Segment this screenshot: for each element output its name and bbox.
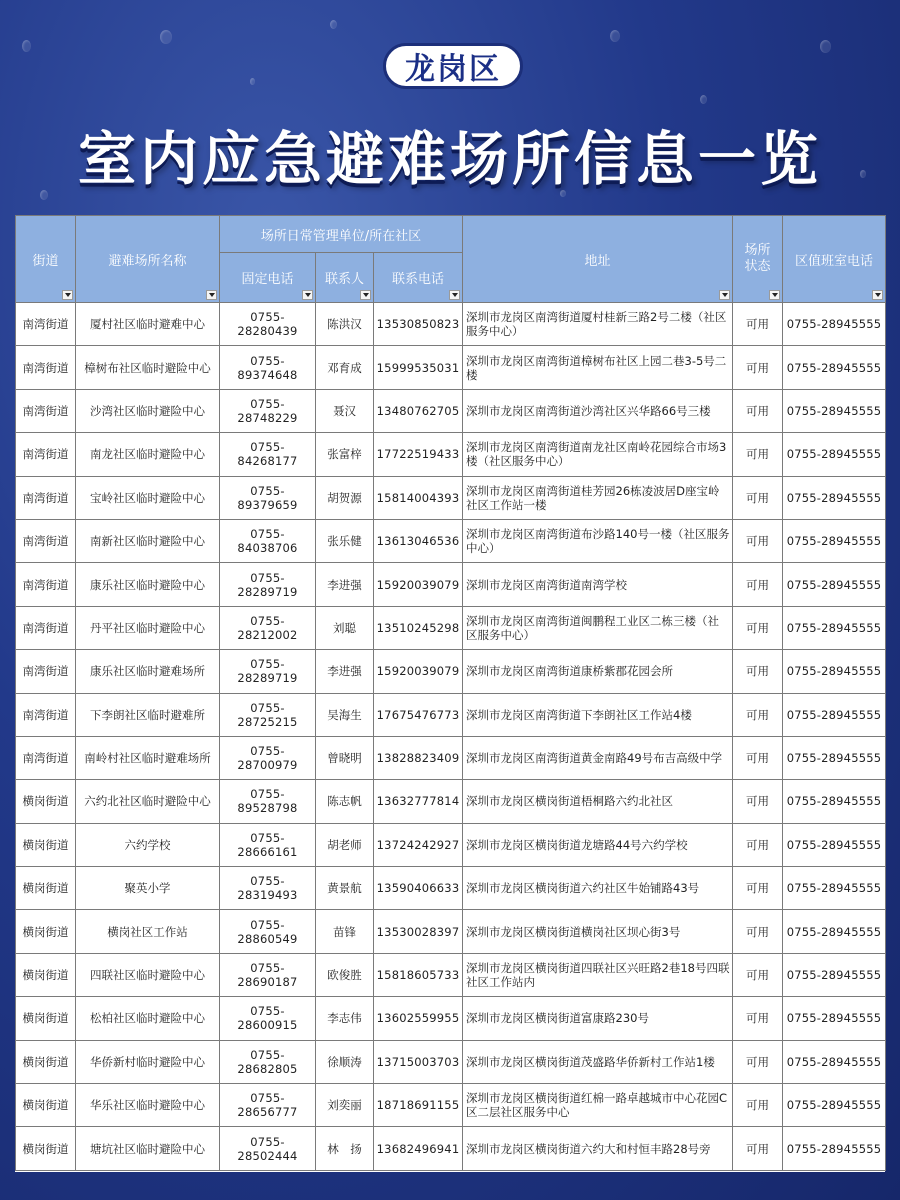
cell-address: 深圳市龙岗区横岗街道龙塘路44号六约学校 [463,823,733,866]
cell-street: 南湾街道 [16,433,76,476]
cell-contact-phone: 13715003703 [374,1040,463,1083]
cell-contact: 李进强 [316,650,374,693]
cell-shelter-name: 南新社区临时避险中心 [76,519,220,562]
cell-contact: 胡老师 [316,823,374,866]
table-row [16,823,886,866]
cell-contact: 林 扬 [316,1127,374,1170]
table-row [16,736,886,779]
cell-fixed-phone: 0755-28700979 [220,736,316,779]
cell-status: 可用 [733,693,783,736]
cell-duty-phone: 0755-28945555 [783,433,886,476]
cell-shelter-name: 宝岭社区临时避险中心 [76,476,220,519]
cell-street: 横岗街道 [16,1040,76,1083]
page-header [0,0,900,215]
cell-status: 可用 [733,563,783,606]
table-row [16,433,886,476]
table-row [16,1084,886,1127]
table-row [16,606,886,649]
cell-fixed-phone: 0755-28860549 [220,910,316,953]
cell-contact: 胡贺源 [316,476,374,519]
cell-status: 可用 [733,650,783,693]
cell-street: 南湾街道 [16,389,76,432]
cell-status: 可用 [733,997,783,1040]
cell-contact: 黄景航 [316,867,374,910]
cell-shelter-name: 樟树布社区临时避险中心 [76,346,220,389]
table-row [16,303,886,346]
cell-street: 横岗街道 [16,1084,76,1127]
table-row [16,997,886,1040]
filter-dropdown-icon[interactable] [769,290,780,300]
cell-fixed-phone: 0755-89379659 [220,476,316,519]
cell-address: 深圳市龙岗区南湾街道厦村桂新三路2号二楼（社区服务中心） [463,303,733,346]
cell-duty-phone: 0755-28945555 [783,823,886,866]
cell-address: 深圳市龙岗区南湾街道南龙社区南岭花园综合市场3楼（社区服务中心） [463,433,733,476]
cell-duty-phone: 0755-28945555 [783,1040,886,1083]
cell-duty-phone: 0755-28945555 [783,693,886,736]
header-street: 街道 [16,216,76,303]
cell-contact: 曾晓明 [316,736,374,779]
cell-duty-phone: 0755-28945555 [783,389,886,432]
cell-shelter-name: 康乐社区临时避险中心 [76,563,220,606]
cell-address: 深圳市龙岗区南湾街道康桥紫郡花园会所 [463,650,733,693]
table-row [16,476,886,519]
filter-dropdown-icon[interactable] [360,290,371,300]
cell-address: 深圳市龙岗区南湾街道桂芳园26栋凌波居D座宝岭社区工作站一楼 [463,476,733,519]
header-fixed-phone: 固定电话 [220,253,316,303]
district-badge [383,43,523,89]
cell-contact-phone: 17675476773 [374,693,463,736]
table-row [16,953,886,996]
cell-fixed-phone: 0755-84268177 [220,433,316,476]
table-row [16,1127,886,1170]
cell-street: 南湾街道 [16,346,76,389]
shelter-table [15,215,886,1171]
cell-contact: 刘聪 [316,606,374,649]
cell-contact-phone: 13724242927 [374,823,463,866]
header-duty-phone: 区值班室电话 [783,216,886,303]
cell-contact-phone: 15814004393 [374,476,463,519]
cell-shelter-name: 南龙社区临时避险中心 [76,433,220,476]
cell-address: 深圳市龙岗区南湾街道沙湾社区兴华路66号三楼 [463,389,733,432]
cell-contact: 邓育成 [316,346,374,389]
cell-address: 深圳市龙岗区南湾街道布沙路140号一楼（社区服务中心） [463,519,733,562]
cell-fixed-phone: 0755-28280439 [220,303,316,346]
cell-duty-phone: 0755-28945555 [783,650,886,693]
cell-address: 深圳市龙岗区横岗街道富康路230号 [463,997,733,1040]
cell-contact-phone: 13530028397 [374,910,463,953]
cell-address: 深圳市龙岗区横岗街道梧桐路六约北社区 [463,780,733,823]
cell-street: 横岗街道 [16,780,76,823]
cell-address: 深圳市龙岗区横岗街道红棉一路卓越城市中心花园C区二层社区服务中心 [463,1084,733,1127]
table-row [16,910,886,953]
cell-fixed-phone: 0755-28319493 [220,867,316,910]
cell-contact: 苗锋 [316,910,374,953]
header-status: 场所状态 [733,216,783,303]
cell-street: 南湾街道 [16,606,76,649]
cell-shelter-name: 四联社区临时避险中心 [76,953,220,996]
cell-fixed-phone: 0755-84038706 [220,519,316,562]
cell-duty-phone: 0755-28945555 [783,476,886,519]
cell-shelter-name: 康乐社区临时避难场所 [76,650,220,693]
cell-street: 南湾街道 [16,693,76,736]
cell-contact: 陈洪汉 [316,303,374,346]
cell-street: 南湾街道 [16,476,76,519]
header-contact: 联系人 [316,253,374,303]
cell-contact: 李进强 [316,563,374,606]
cell-duty-phone: 0755-28945555 [783,736,886,779]
cell-status: 可用 [733,910,783,953]
cell-street: 南湾街道 [16,519,76,562]
cell-fixed-phone: 0755-28666161 [220,823,316,866]
cell-contact: 欧俊胜 [316,953,374,996]
cell-contact-phone: 15920039079 [374,650,463,693]
cell-address: 深圳市龙岗区南湾街道南湾学校 [463,563,733,606]
cell-address: 深圳市龙岗区南湾街道黄金南路49号布吉高级中学 [463,736,733,779]
header-address: 地址 [463,216,733,303]
cell-address: 深圳市龙岗区横岗街道六约大和村恒丰路28号旁 [463,1127,733,1170]
shelter-table-container [15,215,885,1172]
filter-dropdown-icon[interactable] [302,290,313,300]
cell-status: 可用 [733,519,783,562]
header-management-group: 场所日常管理单位/所在社区 [220,216,463,253]
cell-duty-phone: 0755-28945555 [783,1127,886,1170]
filter-dropdown-icon[interactable] [62,290,73,300]
cell-contact-phone: 13682496941 [374,1127,463,1170]
table-row [16,867,886,910]
cell-address: 深圳市龙岗区横岗街道四联社区兴旺路2巷18号四联社区工作站内 [463,953,733,996]
cell-street: 横岗街道 [16,1127,76,1170]
cell-address: 深圳市龙岗区横岗街道茂盛路华侨新村工作站1楼 [463,1040,733,1083]
table-row [16,346,886,389]
cell-street: 南湾街道 [16,650,76,693]
cell-status: 可用 [733,780,783,823]
cell-duty-phone: 0755-28945555 [783,953,886,996]
cell-contact-phone: 18718691155 [374,1084,463,1127]
table-row [16,650,886,693]
table-row [16,693,886,736]
cell-contact-phone: 13828823409 [374,736,463,779]
cell-fixed-phone: 0755-28212002 [220,606,316,649]
cell-street: 南湾街道 [16,736,76,779]
cell-status: 可用 [733,433,783,476]
cell-contact-phone: 15920039079 [374,563,463,606]
cell-street: 横岗街道 [16,867,76,910]
table-row [16,389,886,432]
cell-contact: 张乐健 [316,519,374,562]
cell-street: 南湾街道 [16,303,76,346]
cell-shelter-name: 南岭村社区临时避难场所 [76,736,220,779]
table-row [16,563,886,606]
cell-contact: 陈志帆 [316,780,374,823]
cell-status: 可用 [733,1084,783,1127]
cell-contact-phone: 13590406633 [374,867,463,910]
cell-contact: 聂汉 [316,389,374,432]
cell-fixed-phone: 0755-28289719 [220,563,316,606]
cell-contact: 吴海生 [316,693,374,736]
cell-shelter-name: 厦村社区临时避难中心 [76,303,220,346]
cell-status: 可用 [733,1127,783,1170]
cell-contact-phone: 17722519433 [374,433,463,476]
cell-duty-phone: 0755-28945555 [783,303,886,346]
cell-duty-phone: 0755-28945555 [783,1084,886,1127]
cell-contact-phone: 15818605733 [374,953,463,996]
cell-status: 可用 [733,736,783,779]
cell-status: 可用 [733,303,783,346]
cell-contact: 李志伟 [316,997,374,1040]
cell-shelter-name: 下李朗社区临时避难所 [76,693,220,736]
cell-duty-phone: 0755-28945555 [783,563,886,606]
cell-fixed-phone: 0755-28502444 [220,1127,316,1170]
cell-status: 可用 [733,476,783,519]
page-title: 室内应急避难场所信息一览 [77,125,822,193]
cell-shelter-name: 华乐社区临时避险中心 [76,1084,220,1127]
cell-duty-phone: 0755-28945555 [783,780,886,823]
cell-street: 横岗街道 [16,953,76,996]
cell-contact: 张富梓 [316,433,374,476]
cell-shelter-name: 横岗社区工作站 [76,910,220,953]
cell-fixed-phone: 0755-28748229 [220,389,316,432]
header-shelter-name: 避难场所名称 [76,216,220,303]
filter-dropdown-icon[interactable] [872,290,883,300]
cell-contact-phone: 13632777814 [374,780,463,823]
cell-street: 横岗街道 [16,823,76,866]
cell-status: 可用 [733,606,783,649]
table-row [16,780,886,823]
cell-status: 可用 [733,389,783,432]
cell-contact-phone: 13510245298 [374,606,463,649]
cell-shelter-name: 塘坑社区临时避险中心 [76,1127,220,1170]
cell-duty-phone: 0755-28945555 [783,519,886,562]
cell-contact: 徐顺涛 [316,1040,374,1083]
cell-fixed-phone: 0755-28725215 [220,693,316,736]
table-row [16,519,886,562]
filter-dropdown-icon[interactable] [719,290,730,300]
cell-status: 可用 [733,823,783,866]
cell-fixed-phone: 0755-89374648 [220,346,316,389]
cell-duty-phone: 0755-28945555 [783,346,886,389]
cell-fixed-phone: 0755-28690187 [220,953,316,996]
cell-shelter-name: 六约北社区临时避险中心 [76,780,220,823]
cell-duty-phone: 0755-28945555 [783,606,886,649]
cell-shelter-name: 华侨新村临时避险中心 [76,1040,220,1083]
cell-shelter-name: 丹平社区临时避险中心 [76,606,220,649]
filter-dropdown-icon[interactable] [206,290,217,300]
filter-dropdown-icon[interactable] [449,290,460,300]
cell-status: 可用 [733,953,783,996]
cell-status: 可用 [733,346,783,389]
header-contact-phone: 联系电话 [374,253,463,303]
cell-address: 深圳市龙岗区南湾街道闽鹏程工业区二栋三楼（社区服务中心） [463,606,733,649]
district-label: 龙岗区 [405,52,501,87]
cell-contact-phone: 13480762705 [374,389,463,432]
cell-shelter-name: 沙湾社区临时避险中心 [76,389,220,432]
cell-contact-phone: 15999535031 [374,346,463,389]
cell-status: 可用 [733,867,783,910]
cell-street: 横岗街道 [16,910,76,953]
cell-address: 深圳市龙岗区南湾街道樟树布社区上园二巷3-5号二楼 [463,346,733,389]
cell-fixed-phone: 0755-28682805 [220,1040,316,1083]
cell-contact: 刘奕丽 [316,1084,374,1127]
cell-duty-phone: 0755-28945555 [783,997,886,1040]
cell-contact-phone: 13530850823 [374,303,463,346]
cell-fixed-phone: 0755-28289719 [220,650,316,693]
shelter-table-body [16,303,886,1171]
cell-street: 南湾街道 [16,563,76,606]
cell-contact-phone: 13613046536 [374,519,463,562]
cell-fixed-phone: 0755-28600915 [220,997,316,1040]
cell-shelter-name: 六约学校 [76,823,220,866]
cell-address: 深圳市龙岗区南湾街道下李朗社区工作站4楼 [463,693,733,736]
table-row [16,1040,886,1083]
cell-fixed-phone: 0755-28656777 [220,1084,316,1127]
cell-duty-phone: 0755-28945555 [783,867,886,910]
cell-address: 深圳市龙岗区横岗街道六约社区牛始铺路43号 [463,867,733,910]
cell-shelter-name: 聚英小学 [76,867,220,910]
cell-shelter-name: 松柏社区临时避险中心 [76,997,220,1040]
cell-contact-phone: 13602559955 [374,997,463,1040]
cell-address: 深圳市龙岗区横岗街道横岗社区坝心街3号 [463,910,733,953]
cell-street: 横岗街道 [16,997,76,1040]
cell-status: 可用 [733,1040,783,1083]
cell-duty-phone: 0755-28945555 [783,910,886,953]
cell-fixed-phone: 0755-89528798 [220,780,316,823]
